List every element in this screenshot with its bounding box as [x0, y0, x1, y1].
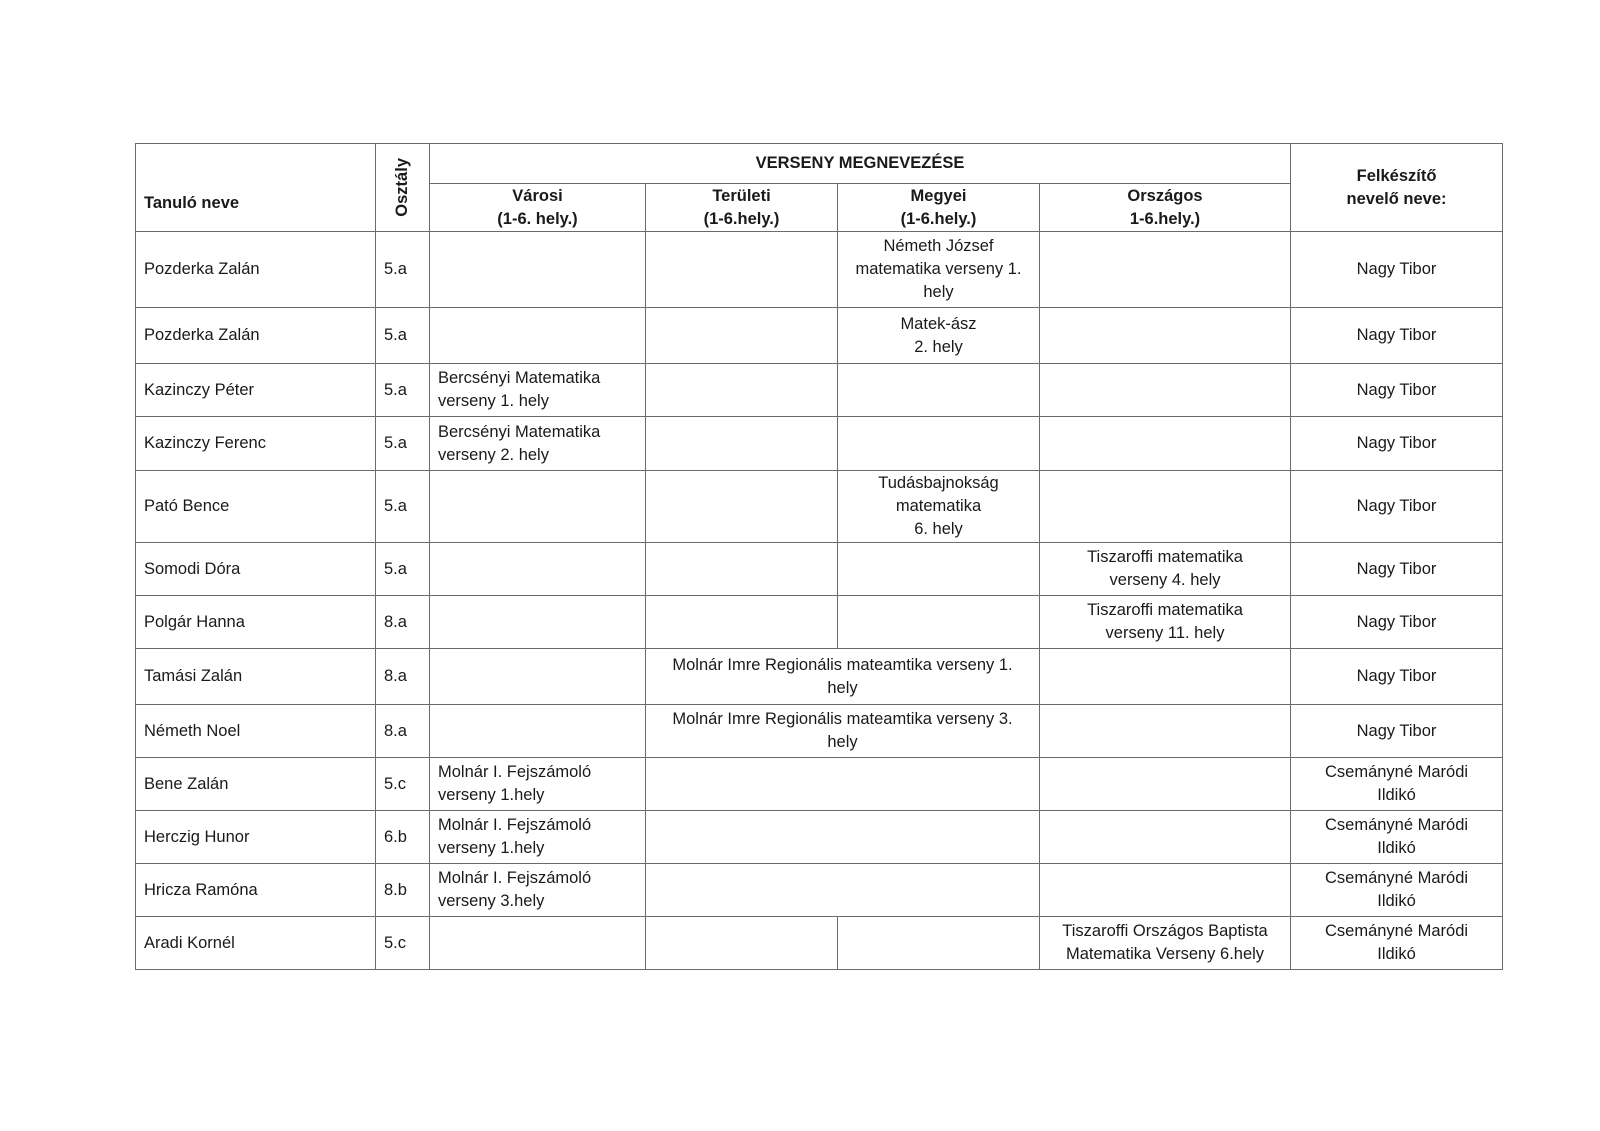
header-teacher: Felkészítő nevelő neve: [1291, 144, 1503, 232]
student-name-cell: Kazinczy Péter [136, 364, 376, 417]
table-row [136, 308, 1503, 364]
teacher-cell: Csemányné Maródi Ildikó [1291, 758, 1503, 811]
teacher-cell: Nagy Tibor [1291, 705, 1503, 758]
city-cell: Bercsényi Matematika verseny 1. hely [430, 364, 646, 417]
class-cell: 5.a [376, 308, 430, 364]
national-cell [1040, 705, 1291, 758]
teacher-cell: Nagy Tibor [1291, 596, 1503, 649]
county-cell: Matek-ász 2. hely [838, 308, 1040, 364]
header-competition-name: VERSENY MEGNEVEZÉSE [430, 144, 1291, 184]
city-cell [430, 232, 646, 308]
table-row [136, 471, 1503, 543]
regional-cell [646, 596, 838, 649]
county-cell: Németh József matematika verseny 1. hely [838, 232, 1040, 308]
header-class [376, 144, 430, 232]
header-class-label: Osztály [393, 158, 411, 217]
city-cell [430, 649, 646, 705]
national-cell [1040, 649, 1291, 705]
class-cell: 6.b [376, 811, 430, 864]
class-cell: 5.a [376, 471, 430, 543]
national-cell [1040, 417, 1291, 471]
table-row [136, 417, 1503, 471]
header-student-name: Tanuló neve [136, 144, 376, 232]
regional-county-cell: Molnár Imre Regionális mateamtika verseny 3. hely [646, 705, 1040, 758]
city-cell [430, 543, 646, 596]
table-row [136, 543, 1503, 596]
regional-cell [646, 308, 838, 364]
table-row [136, 364, 1503, 417]
city-cell: Molnár I. Fejszámoló verseny 1.hely [430, 811, 646, 864]
city-cell [430, 917, 646, 970]
student-name-cell: Aradi Kornél [136, 917, 376, 970]
regional-cell [646, 232, 838, 308]
city-cell [430, 471, 646, 543]
student-name-cell: Bene Zalán [136, 758, 376, 811]
class-cell: 5.a [376, 364, 430, 417]
table-row [136, 705, 1503, 758]
student-name-cell: Pozderka Zalán [136, 308, 376, 364]
regional-county-cell [646, 811, 1040, 864]
regional-county-cell: Molnár Imre Regionális mateamtika verseny 1. hely [646, 649, 1040, 705]
student-name-cell: Németh Noel [136, 705, 376, 758]
student-name-cell: Herczig Hunor [136, 811, 376, 864]
national-cell [1040, 864, 1291, 917]
national-cell: Tiszaroffi Országos Baptista Matematika Verseny 6.hely [1040, 917, 1291, 970]
national-cell [1040, 758, 1291, 811]
teacher-cell: Nagy Tibor [1291, 543, 1503, 596]
national-cell [1040, 471, 1291, 543]
city-cell: Molnár I. Fejszámoló verseny 1.hely [430, 758, 646, 811]
county-cell [838, 596, 1040, 649]
national-cell [1040, 364, 1291, 417]
table-row [136, 649, 1503, 705]
teacher-cell: Nagy Tibor [1291, 471, 1503, 543]
class-cell: 8.b [376, 864, 430, 917]
header-county: Megyei (1-6.hely.) [838, 184, 1040, 232]
national-cell: Tiszaroffi matematika verseny 11. hely [1040, 596, 1291, 649]
header-national: Országos 1-6.hely.) [1040, 184, 1291, 232]
city-cell: Bercsényi Matematika verseny 2. hely [430, 417, 646, 471]
student-name-cell: Hricza Ramóna [136, 864, 376, 917]
teacher-cell: Nagy Tibor [1291, 649, 1503, 705]
table-row [136, 917, 1503, 970]
teacher-cell: Csemányné Maródi Ildikó [1291, 811, 1503, 864]
table-row [136, 758, 1503, 811]
regional-cell [646, 471, 838, 543]
student-name-cell: Pató Bence [136, 471, 376, 543]
county-cell [838, 417, 1040, 471]
student-name-cell: Pozderka Zalán [136, 232, 376, 308]
header-regional: Területi (1-6.hely.) [646, 184, 838, 232]
regional-cell [646, 917, 838, 970]
regional-cell [646, 364, 838, 417]
class-cell: 8.a [376, 596, 430, 649]
city-cell: Molnár I. Fejszámoló verseny 3.hely [430, 864, 646, 917]
county-cell [838, 543, 1040, 596]
county-cell [838, 364, 1040, 417]
teacher-cell: Nagy Tibor [1291, 417, 1503, 471]
national-cell: Tiszaroffi matematika verseny 4. hely [1040, 543, 1291, 596]
table-row [136, 811, 1503, 864]
regional-cell [646, 543, 838, 596]
table-row [136, 232, 1503, 308]
class-cell: 5.c [376, 758, 430, 811]
student-name-cell: Polgár Hanna [136, 596, 376, 649]
national-cell [1040, 232, 1291, 308]
student-name-cell: Somodi Dóra [136, 543, 376, 596]
teacher-cell: Nagy Tibor [1291, 232, 1503, 308]
county-cell: Tudásbajnokság matematika 6. hely [838, 471, 1040, 543]
class-cell: 8.a [376, 649, 430, 705]
city-cell [430, 705, 646, 758]
class-cell: 8.a [376, 705, 430, 758]
city-cell [430, 596, 646, 649]
class-cell: 5.c [376, 917, 430, 970]
class-cell: 5.a [376, 232, 430, 308]
regional-cell [646, 417, 838, 471]
regional-county-cell [646, 864, 1040, 917]
class-cell: 5.a [376, 417, 430, 471]
teacher-cell: Csemányné Maródi Ildikó [1291, 917, 1503, 970]
header-row-top [136, 144, 1503, 184]
regional-county-cell [646, 758, 1040, 811]
teacher-cell: Nagy Tibor [1291, 364, 1503, 417]
national-cell [1040, 811, 1291, 864]
student-name-cell: Kazinczy Ferenc [136, 417, 376, 471]
table-row [136, 596, 1503, 649]
class-cell: 5.a [376, 543, 430, 596]
national-cell [1040, 308, 1291, 364]
city-cell [430, 308, 646, 364]
results-table [135, 143, 1503, 970]
header-city: Városi (1-6. hely.) [430, 184, 646, 232]
teacher-cell: Nagy Tibor [1291, 308, 1503, 364]
table-row [136, 864, 1503, 917]
student-name-cell: Tamási Zalán [136, 649, 376, 705]
county-cell [838, 917, 1040, 970]
teacher-cell: Csemányné Maródi Ildikó [1291, 864, 1503, 917]
